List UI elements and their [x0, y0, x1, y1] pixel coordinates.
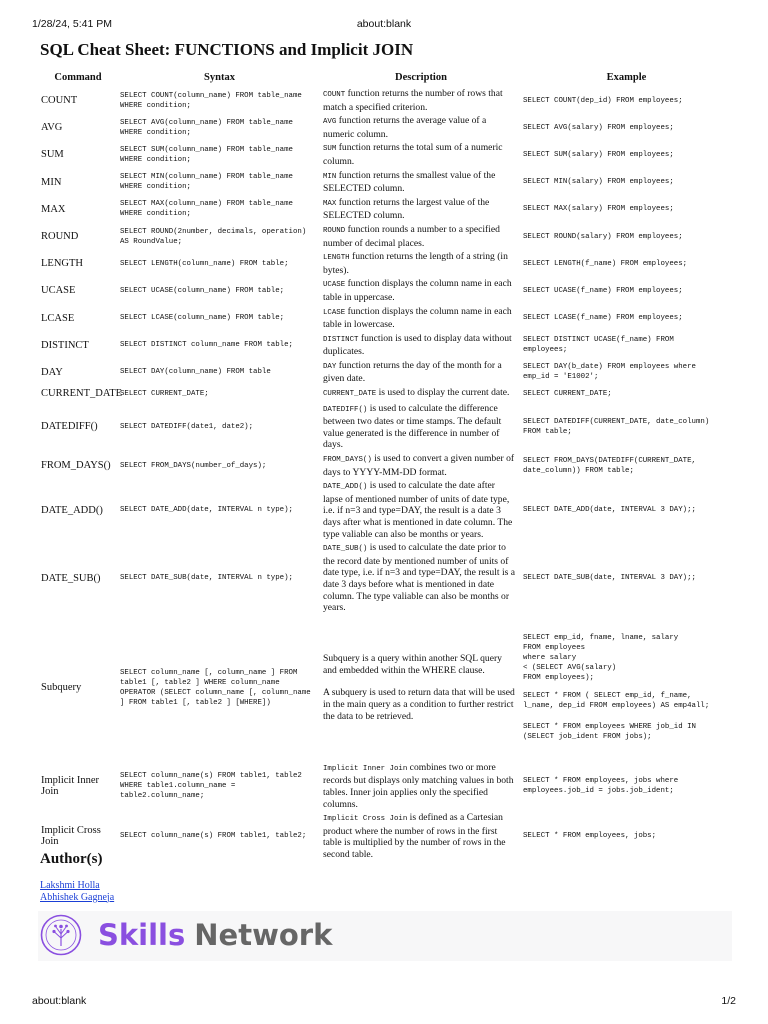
description-text: function returns the total sum of a numeric column. [323, 142, 503, 167]
description-cell [321, 141, 521, 168]
table-row [38, 141, 732, 168]
syntax-cell: SELECT column_name [, column_name ] FROM table1 [, table2 ] WHERE column_name OPERATOR (SELECT column_name [, column_name ] FROM table1 [, table2 ] [WHERE]) [120, 668, 311, 707]
syntax-cell: SELECT column_name(s) FROM table1, table2 WHERE table1.column_name = table2.column_name; [120, 771, 302, 800]
description-text: is used to display the current date. [376, 387, 510, 399]
description-keyword: DATEDIFF() [323, 405, 368, 414]
description-cell [321, 479, 521, 541]
table-header-row [38, 71, 732, 87]
syntax-cell: SELECT DATE_SUB(date, INTERVAL n type); [120, 574, 293, 582]
example-query: SELECT * FROM ( SELECT emp_id, f_name, l_name, dep_id FROM employees) AS emp4all; [523, 692, 710, 711]
command-cell: Implicit Cross Join [41, 825, 101, 848]
example-cell: SELECT MIN(salary) FROM employees; [523, 178, 674, 187]
description-keyword: Implicit Cross Join [323, 815, 408, 824]
description-keyword: LENGTH [323, 254, 350, 263]
description-keyword: ROUND [323, 226, 346, 235]
command-cell: AVG [41, 122, 63, 134]
description-text: function displays the column name in each table in uppercase. [323, 278, 512, 303]
description-keyword: MIN [323, 172, 337, 181]
description-cell [321, 402, 521, 452]
column-header-command: Command [54, 72, 102, 83]
command-cell: DATE_ADD() [41, 504, 103, 516]
brand-word-network: Network [194, 918, 333, 952]
example-cell: SELECT FROM_DAYS(DATEDIFF(CURRENT_DATE, date_column)) FROM table; [523, 456, 696, 475]
brand-word-skills: Skills [98, 918, 186, 952]
command-cell: DATE_SUB() [41, 572, 101, 584]
command-cell: DISTINCT [41, 339, 89, 351]
command-cell: DATEDIFF() [41, 421, 98, 433]
syntax-cell: SELECT MAX(column_name) FROM table_name WHERE condition; [120, 200, 293, 219]
table-row [38, 223, 732, 250]
description-text: function returns the number of rows that match a specified criterion. [323, 88, 503, 113]
skills-network-wordmark [98, 915, 332, 955]
syntax-cell: SELECT DATEDIFF(date1, date2); [120, 422, 254, 431]
syntax-cell: SELECT COUNT(column_name) FROM table_name WHERE condition; [120, 91, 302, 110]
syntax-cell: SELECT LCASE(column_name) FROM table; [120, 314, 285, 323]
description-cell [321, 277, 521, 304]
description-keyword: UCASE [323, 281, 346, 290]
syntax-cell: SELECT UCASE(column_name) FROM table; [120, 286, 285, 295]
example-cell: SELECT CURRENT_DATE; [523, 389, 612, 398]
description-text: combines two or more records but displays only matching values in both tables. Inner join applies only the specified columns. [323, 761, 514, 810]
description-cell [321, 811, 521, 861]
description-cell [321, 359, 521, 386]
example-query: SELECT emp_id, fname, lname, salary FROM employees where salary < (SELECT AVG(salary) FROM employees); [523, 634, 679, 683]
description-text: function returns the average value of a numeric column. [323, 115, 487, 140]
description-text: function returns the day of the month for a given date. [323, 359, 502, 385]
command-cell: LCASE [41, 312, 75, 324]
table-row [38, 615, 732, 761]
command-cell: CURRENT_DATE [41, 388, 123, 400]
syntax-cell: SELECT DISTINCT column_name FROM table; [120, 341, 293, 350]
description-text: is used to calculate the date prior to the record date by mentioned number of units of date type, i.e. if n=3 and type=DAY, the result is a date 3 days before what is mentioned in date column. The type valiable can also be months or years. [323, 542, 516, 614]
table-row [38, 196, 732, 223]
print-footer [32, 995, 736, 1009]
description-keyword: AVG [323, 118, 337, 127]
description-cell [321, 169, 521, 196]
column-header-syntax: Syntax [204, 72, 235, 83]
command-cell: ROUND [41, 231, 79, 243]
example-cell: SELECT DATE_SUB(date, INTERVAL 3 DAY);; [523, 574, 696, 582]
skills-network-logo-icon [40, 914, 82, 956]
example-cell: SELECT UCASE(f_name) FROM employees; [523, 286, 683, 295]
description-paragraph: Subquery is a query within another SQL query and embedded within the WHERE clause. [323, 653, 502, 676]
description-text: function returns the smallest value of the SELECTED column. [323, 169, 496, 195]
table-row [38, 277, 732, 304]
example-cell: SELECT DATEDIFF(CURRENT_DATE, date_column) FROM table; [523, 417, 710, 436]
description-cell [321, 250, 521, 277]
syntax-cell: SELECT SUM(column_name) FROM table_name WHERE condition; [120, 145, 293, 164]
table-row [38, 541, 732, 615]
example-cell: SELECT * FROM employees, jobs; [523, 832, 657, 841]
description-cell [321, 87, 521, 114]
description-keyword: DAY [323, 362, 337, 371]
syntax-cell: SELECT CURRENT_DATE; [120, 389, 209, 398]
syntax-cell: SELECT ROUND(2number, decimals, operation) AS RoundValue; [120, 227, 307, 246]
description-text: function displays the column name in each table in lowercase. [323, 305, 512, 331]
example-cell: SELECT LCASE(f_name) FROM employees; [523, 314, 683, 323]
description-text: function returns the largest value of the SELECTED column. [323, 196, 490, 222]
description-cell [321, 615, 521, 761]
description-text: is used to calculate the date after lapse of mentioned number of units of date type, i.e. if n=3 and type=DAY, the result is a date 3 days after what is mentioned in date column. The type valiable can also be months or years. [323, 480, 513, 540]
example-cell: SELECT AVG(salary) FROM employees; [523, 123, 674, 132]
command-cell: DAY [41, 366, 63, 378]
print-url: about:blank [356, 18, 412, 30]
example-cell: SELECT DATE_ADD(date, INTERVAL 3 DAY);; [523, 506, 696, 515]
description-text: function is used to display data without duplicates. [323, 332, 512, 358]
description-keyword: FROM_DAYS() [323, 456, 372, 465]
description-cell [321, 332, 521, 359]
table-row [38, 114, 732, 141]
description-keyword: LCASE [323, 308, 346, 317]
description-keyword: DATE_SUB() [323, 545, 368, 554]
description-cell [321, 223, 521, 250]
example-cell: SELECT SUM(salary) FROM employees; [523, 150, 674, 159]
description-cell [321, 196, 521, 223]
description-cell [321, 305, 521, 332]
syntax-cell: SELECT LENGTH(column_name) FROM table; [120, 259, 289, 268]
syntax-cell: SELECT DATE_ADD(date, INTERVAL n type); [120, 506, 293, 515]
example-cell [521, 615, 732, 761]
command-cell: FROM_DAYS() [41, 460, 111, 472]
table-row [38, 402, 732, 452]
description-cell [321, 761, 521, 811]
cheat-sheet-table [38, 71, 732, 862]
author-link[interactable]: Lakshmi Holla [40, 880, 100, 891]
table-row [38, 386, 732, 402]
command-cell: COUNT [41, 95, 78, 107]
table-row [38, 305, 732, 332]
description-text: is used to convert a given number of days to YYYY-MM-DD format. [323, 453, 515, 478]
page-number: 1/2 [721, 995, 736, 1007]
table-row [38, 87, 732, 114]
example-cell: SELECT MAX(salary) FROM employees; [523, 205, 674, 214]
authors-heading: Author(s) [40, 851, 103, 867]
example-cell: SELECT * FROM employees, jobs where employees.job_id = jobs.job_ident; [523, 776, 679, 795]
print-date: 1/28/24, 5:41 PM [32, 18, 112, 30]
column-header-example: Example [606, 72, 647, 83]
command-cell: UCASE [41, 285, 76, 297]
command-cell: SUM [41, 149, 64, 161]
example-cell: SELECT ROUND(salary) FROM employees; [523, 232, 683, 241]
description-cell [321, 541, 521, 615]
table-row [38, 359, 732, 386]
command-cell: MIN [41, 176, 62, 188]
command-cell: MAX [41, 203, 66, 215]
description-keyword: MAX [323, 199, 337, 208]
command-cell: Subquery [41, 682, 82, 694]
table-row [38, 811, 732, 861]
command-cell: Implicit Inner Join [41, 774, 100, 797]
table-row [38, 761, 732, 811]
table-row [38, 332, 732, 359]
syntax-cell: SELECT column_name(s) FROM table1, table2; [120, 832, 307, 841]
example-cell: SELECT LENGTH(f_name) FROM employees; [523, 259, 688, 268]
print-header [32, 18, 736, 32]
description-text: function rounds a number to a specified number of decimal places. [323, 223, 500, 249]
description-keyword: SUM [323, 145, 337, 154]
description-keyword: Implicit Inner Join [323, 764, 408, 773]
syntax-cell: SELECT DAY(column_name) FROM table [120, 368, 271, 377]
example-cell: SELECT DAY(b_date) FROM employees where emp_id = 'E1002'; [523, 363, 696, 382]
command-cell: LENGTH [41, 258, 83, 270]
column-header-description: Description [395, 72, 447, 83]
skills-network-banner [38, 911, 732, 961]
authors-list [40, 880, 114, 903]
description-keyword: DATE_ADD() [323, 483, 368, 492]
syntax-cell: SELECT FROM_DAYS(number_of_days); [120, 461, 267, 470]
description-text: is defined as a Cartesian product where the number of rows in the first table is multiplied by the number of rows in the second table. [323, 812, 506, 860]
table-row [38, 250, 732, 277]
description-keyword: COUNT [323, 91, 346, 99]
page-title: SQL Cheat Sheet: FUNCTIONS and Implicit JOIN [40, 40, 414, 59]
footer-url: about:blank [32, 995, 87, 1007]
table-row [38, 452, 732, 479]
description-keyword: DISTINCT [323, 335, 359, 344]
example-cell: SELECT COUNT(dep_id) FROM employees; [523, 96, 683, 105]
description-text: is used to calculate the difference between two dates or time stamps. The default value generated is the difference in number of days. [323, 402, 502, 451]
description-cell [321, 452, 521, 479]
description-keyword: CURRENT_DATE [323, 390, 377, 399]
example-cell: SELECT DISTINCT UCASE(f_name) FROM employees; [523, 336, 674, 355]
description-cell [321, 114, 521, 141]
author-link[interactable]: Abhishek Gagneja [40, 891, 115, 903]
syntax-cell: SELECT AVG(column_name) FROM table_name WHERE condition; [120, 118, 293, 137]
table-row [38, 479, 732, 541]
example-query: SELECT * FROM employees WHERE job_id IN (SELECT job_ident FROM jobs); [523, 723, 696, 742]
description-text: function returns the length of a string (in bytes). [323, 251, 508, 276]
description-cell [321, 386, 521, 402]
syntax-cell: SELECT MIN(column_name) FROM table_name WHERE condition; [120, 173, 293, 192]
description-paragraph: A subquery is used to return data that will be used in the main query as a condition to further restrict the data to be retrieved. [323, 687, 515, 722]
table-row [38, 169, 732, 196]
